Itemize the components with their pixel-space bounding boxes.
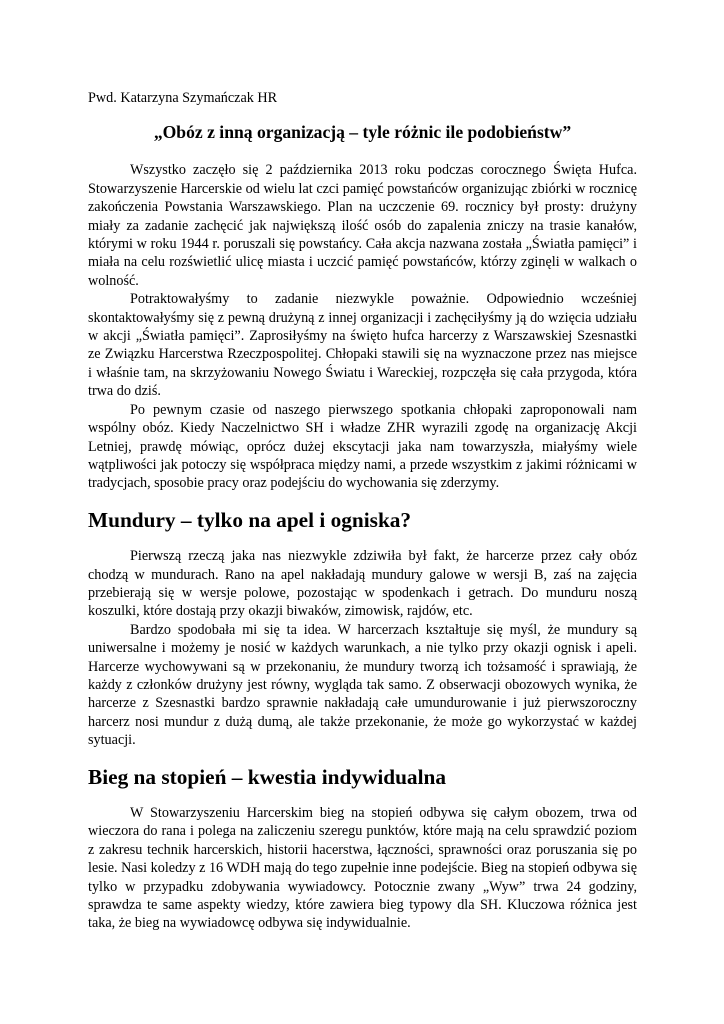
section-heading-rank-run: Bieg na stopień – kwestia indywidualna (88, 764, 446, 789)
section-heading-uniforms: Mundury – tylko na apel i ogniska? (88, 507, 412, 532)
author-line: Pwd. Katarzyna Szymańczak HR (88, 90, 278, 106)
intro-paragraph-2: Potraktowałyśmy to zadanie niezwykle poważnie. Odpowiednio wcześniej skontaktowałyśmy się z pewną drużyną z innej organizacji i zachęciłyśmy ją do wzięcia udziału w akcji „Światła pamięci”. Zaprosiłyśmy na święto hufca harcerzy z Warszawskiej Szesnastki ze Związku Harcerstwa Rzeczpospolitej. Chłopaki stawili się na wyznaczone przez nas miejsce i właśnie tam, na skrzyżowaniu Nowego Światu i Wareckiej, rozpczęła się cała przygoda, która trwa do dziś. (88, 291, 637, 400)
uniforms-paragraph-2: Bardzo spodobała mi się ta idea. W harcerzach kształtuje się myśl, że mundury są uniwersalne i możemy je nosić w każdych warunkach, a nie tylko przy okazji ognisk i apeli. Harcerze wychowywani są w przekonaniu, że mundury tworzą ich tożsamość i sprawiają, że każdy z członków drużyny jest równy, wygląda tak samo. Z obserwacji obozowych wynika, że harcerze z Szesnastki bardzo sprawnie nakładają całe umundurowanie i już pierwszoroczny harcerz nosi mundur z dużą dumą, ale także przekonanie, że może go wykorzystać w każdej sytuacji. (88, 621, 637, 749)
uniforms-paragraph-1: Pierwszą rzeczą jaka nas niezwykle zdziwiła był fakt, że harcerze przez cały obóz chodzą w mundurach. Rano na apel nakładają mundury galowe w wersji B, zaś na zajęcia przebierają się w wersje polowe, pozostając w spodenkach i getrach. Do munduru noszą koszulki, które dostają przy okazji biwaków, zimowisk, rajdów, etc. (88, 548, 637, 620)
intro-paragraph-3: Po pewnym czasie od naszego pierwszego spotkania chłopaki zaproponowali nam wspólny obóz. Kiedy Naczelnictwo SH i władze ZHR wyrazili zgodę na organizację Akcji Letniej, prawdę mówiąc, oprócz dużej ekscytacji jaka nam towarzyszła, miałyśmy wiele wątpliwości jak potoczy się współpraca między nami, a przede wszystkim z jakimi różnicami w tradycjach, sposobie pracy oraz podejściu do wychowania się zderzymy. (88, 401, 637, 492)
intro-paragraph-1: Wszystko zaczęło się 2 października 2013 roku podczas corocznego Święta Hufca. Stowarzyszenie Harcerskie od wielu lat czci pamięć powstańców organizując zbiórki w rocznicę zakończenia Powstania Warszawskiego. Plan na uczczenie 69. rocznicy był prosty: drużyny miały za zadanie zachęcić jak największą ilość osób do zapalenia zniczy na trasie kanałów, którymi w roku 1944 r. poruszali się powstańcy. Cała akcja nazwana została „Światła pamięci” i miała na celu rozświetlić ulicę miasta i uczcić pamięć powstańców, którzy zginęli w walkach o wolność. (88, 162, 637, 289)
document-title: „Obóz z inną organizacją – tyle różnic ile podobieństw” (153, 122, 572, 143)
rank-run-paragraph-1: W Stowarzyszeniu Harcerskim bieg na stopień odbywa się całym obozem, trwa od wieczora do rana i polega na zaliczeniu szeregu punktów, które mają na celu sprawdzić poziom z zakresu technik harcerskich, historii hacerstwa, łączności, sprawności oraz poruszania się po lesie. Nasi koledzy z 16 WDH mają do tego zupełnie inne podejście. Bieg na stopień odbywa się tylko w przypadku zdobywania wywiadowcy. Potocznie zwany „Wyw” trwa 24 godziny, sprawdza te same aspekty wiedzy, które zawiera bieg typowy dla SH. Kluczowa różnica jest taka, że bieg na wywiadowcę odbywa się indywidualnie. (88, 805, 637, 932)
